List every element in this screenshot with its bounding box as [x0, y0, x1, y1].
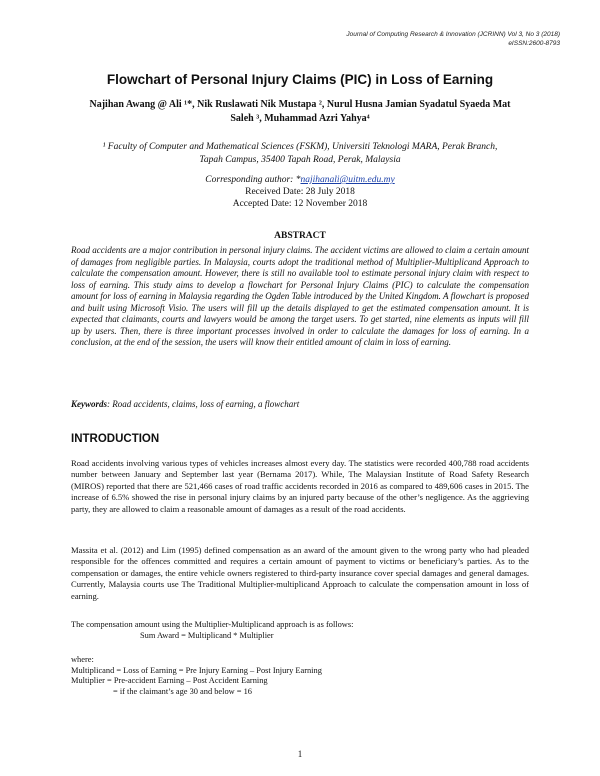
- affiliation: [60, 141, 540, 167]
- formula-spacer: [71, 641, 529, 655]
- journal-name: Journal of Computing Research & Innovation (JCRINN) Vol 3, No 3 (2018): [346, 31, 560, 38]
- formula-intro: The compensation amount using the Multiplier-Multiplicand approach is as follows:: [71, 620, 354, 629]
- keywords: [71, 399, 529, 409]
- received-date: Received Date: 28 July 2018: [245, 187, 355, 197]
- formula-block: [71, 620, 529, 697]
- page-number: 1: [297, 749, 303, 759]
- author-line-2: Saleh ³, Muhammad Azri Yahya⁴: [230, 113, 370, 124]
- intro-paragraph-2: Massita et al. (2012) and Lim (1995) defined compensation as an award of the amount given to the wrong party who had pleaded responsible for the offences committed and requires a certain amount of payment to victims or beneficiary’s parties. As to the compensation or damages, the entire vehicle owners registered to third-party insurance cover special damages and general damages. Currently, Malaysia courts use The Traditional Multiplier-multiplicand Approach to calculate the compensation amount in loss of earning.: [71, 545, 529, 601]
- journal-issn: eISSN:2600-8793: [508, 40, 560, 47]
- corresponding-author: [60, 174, 540, 186]
- formula-multiplier: Multiplier = Pre-accident Earning – Post Accident Earning: [71, 676, 268, 685]
- abstract-heading: ABSTRACT: [274, 231, 326, 241]
- accepted-date: Accepted Date: 12 November 2018: [232, 199, 368, 209]
- paper-title: Flowchart of Personal Injury Claims (PIC) in Loss of Earning: [106, 72, 494, 87]
- affiliation-line-1: ¹ Faculty of Computer and Mathematical Sciences (FSKM), Universiti Teknologi MARA, Perak Branch,: [102, 142, 498, 152]
- formula-sum-award: Sum Award = Multiplicand * Multiplier: [140, 630, 274, 640]
- journal-header: [346, 30, 560, 48]
- keywords-text: : Road accidents, claims, loss of earning, a flowchart: [107, 399, 300, 409]
- abstract-text: Road accidents are a major contribution in personal injury claims. The accident victims are allowed to claim a certain amount of damages from negligible parties. In Malaysia, courts adopt the traditional method of Multiplier-Multiplicand Approach to calculate the compensation amount. However, there is still no available tool to estimate personal injury claim with respect to loss of earning. This study aims to develop a flowchart for Personal Injury Claims (PIC) to calculate the compensation amount for loss of earning in Malaysia regarding the Ogden Table introduced by the United Kingdom. A flowchart is proposed and built using Microsoft Visio. The users will fill up the details displayed to get the estimated compensation amount. It is expected that claimants, courts and lawyers would be among the target users. To get started, nine elements as inputs will fill up by users. Then, there is three important processes involved in order to calculate the damages for loss of earning. In a conclusion, at the end of the session, the users will know their entitled amount of claim in loss of earning.: [71, 245, 529, 347]
- intro-paragraph-1: Road accidents involving various types of vehicles increases almost every day. The statistics were recorded 400,788 road accidents number between January and September last year (Bernama 2017). While, The Malaysian Institute of Road Safety Research (MIROS) reported that there are 521,466 cases of road traffic accidents recorded in 2016 as compared to 489,606 cases in 2015. The increase of 6.5% showed the rise in personal injury claims by an injured party because of the other’s negligence. As the aggrieving party, they are allowed to claim a reasonable amount of damages as a result of the road accidents.: [71, 458, 529, 514]
- corresponding-author-label: Corresponding author: *: [205, 175, 301, 185]
- author-line-1: Najihan Awang @ Ali ¹*, Nik Ruslawati Nik Mustapa ², Nurul Husna Jamian Syadatul Syaeda Mat: [89, 99, 511, 110]
- author-list: [60, 98, 540, 126]
- corresponding-email-link[interactable]: najihanali@uitm.edu.my: [300, 175, 395, 185]
- formula-multiplicand: Multiplicand = Loss of Earning = Pre Injury Earning – Post Injury Earning: [71, 665, 322, 675]
- introduction-heading: INTRODUCTION: [71, 433, 160, 445]
- formula-where: where:: [71, 655, 94, 664]
- correspondence-block: [60, 174, 540, 210]
- affiliation-line-2: Tapah Campus, 35400 Tapah Road, Perak, Malaysia: [199, 155, 401, 165]
- keywords-label: Keywords: [71, 399, 107, 409]
- formula-condition: = if the claimant’s age 30 and below = 16: [113, 686, 252, 696]
